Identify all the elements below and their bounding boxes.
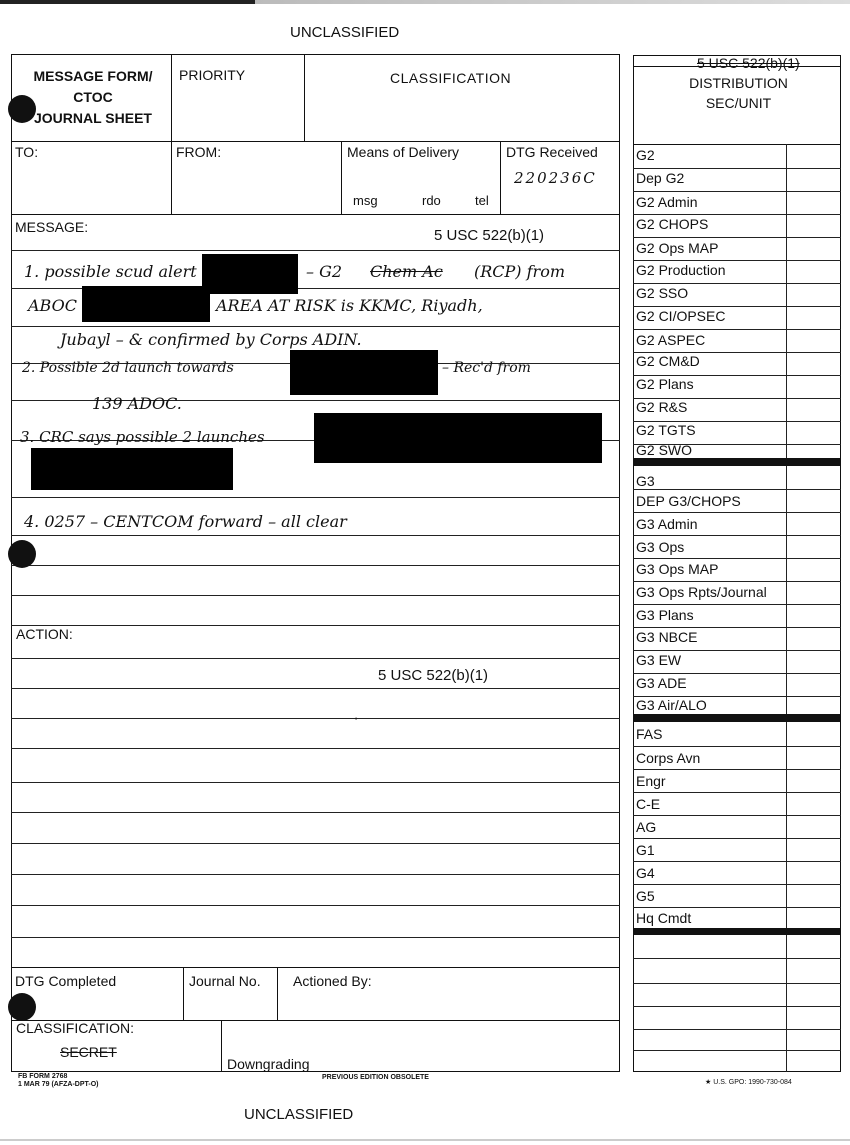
means-of-delivery-label: Means of Delivery <box>347 144 460 160</box>
bottom-classification-marking: UNCLASSIFIED <box>244 1106 354 1123</box>
dist-item-g1: G1 <box>636 842 655 858</box>
message-exemption-note: 5 USC 522(b)(1) <box>434 227 545 244</box>
distribution-row-line <box>633 1006 841 1007</box>
message-line-5a: 139 ADOC. <box>92 394 182 413</box>
top-classification-marking: UNCLASSIFIED <box>290 24 400 41</box>
form-title: MESSAGE FORM/ CTOC JOURNAL SHEET <box>33 68 153 126</box>
downgrading-label: Downgrading <box>227 1056 310 1072</box>
dtg-received-label: DTG Received <box>506 144 598 160</box>
dist-item-g2-ops-map: G2 Ops MAP <box>636 240 719 256</box>
dist-item-g5: G5 <box>636 888 655 904</box>
distribution-row-line <box>633 746 841 747</box>
punch-hole <box>8 95 36 123</box>
actioned-by-label: Actioned By: <box>293 973 372 989</box>
message-line-1a: 1. possible scud alert <box>24 262 197 281</box>
distribution-row-line <box>633 983 841 984</box>
message-line-3a: Jubayl – & confirmed by Corps ADIN. <box>60 330 362 349</box>
dist-item-g2-production: G2 Production <box>636 262 726 278</box>
form-id-line1: FB FORM 2768 <box>18 1073 68 1080</box>
section-divider <box>633 458 841 466</box>
message-line-1b: – G2 <box>306 262 343 281</box>
dist-item-g3: G3 <box>636 473 655 489</box>
distribution-row-line <box>633 512 841 513</box>
dist-item-g3-ops: G3 Ops <box>636 539 685 555</box>
distribution-row-line <box>633 650 841 651</box>
distribution-row-line <box>633 884 841 885</box>
dist-item-g2-swo: G2 SWO <box>636 442 693 458</box>
distribution-row-line <box>633 283 841 284</box>
gpo-note: ★ U.S. GPO: 1990-730-084 <box>705 1079 792 1086</box>
distribution-row-line <box>633 907 841 908</box>
distribution-row-line <box>633 260 841 261</box>
dist-item-g2: G2 <box>636 147 655 163</box>
classification-footer-value: SECRET <box>60 1044 117 1060</box>
redaction-box <box>314 413 602 463</box>
distribution-row-line <box>633 792 841 793</box>
dist-item-engr: Engr <box>636 773 666 789</box>
redaction-box <box>202 254 298 294</box>
distribution-row-line <box>633 168 841 169</box>
message-line-4a: 2. Possible 2d launch towards <box>22 360 234 376</box>
dist-item-g3-ew: G3 EW <box>636 652 682 668</box>
action-exemption-note: 5 USC 522(b)(1) <box>378 667 489 684</box>
distribution-row-line <box>633 191 841 192</box>
distribution-row-line <box>633 815 841 816</box>
message-line-7a: 4. 0257 – CENTCOM forward – all clear <box>24 512 347 531</box>
edition-note: PREVIOUS EDITION OBSOLETE <box>322 1074 429 1081</box>
dist-item-g2-aspec: G2 ASPEC <box>636 332 706 348</box>
journal-no-label: Journal No. <box>189 973 261 989</box>
distribution-row-line <box>633 581 841 582</box>
dist-item-g2-ci-opsec: G2 CI/OPSEC <box>636 308 726 324</box>
distribution-row-line <box>633 1050 841 1051</box>
section-divider <box>633 714 841 722</box>
distribution-row-line <box>633 627 841 628</box>
distribution-row-line <box>633 769 841 770</box>
punch-hole <box>8 993 36 1021</box>
distribution-row-line <box>633 214 841 215</box>
dist-item-g2-chops: G2 CHOPS <box>636 216 709 232</box>
dist-item-fas: FAS <box>636 726 663 742</box>
means-msg: msg <box>353 193 378 208</box>
distribution-row-line <box>633 558 841 559</box>
distribution-row-line <box>633 958 841 959</box>
dist-item-ag: AG <box>636 819 657 835</box>
distribution-header: DISTRIBUTION SEC/UNIT <box>689 75 788 111</box>
dist-item-g3-air-alo: G3 Air/ALO <box>636 697 707 713</box>
priority-label: PRIORITY <box>179 67 246 83</box>
classification-footer-label: CLASSIFICATION: <box>16 1020 134 1036</box>
redaction-box <box>31 448 233 490</box>
punch-hole <box>8 540 36 568</box>
message-label: MESSAGE: <box>15 219 89 235</box>
distribution-row-line <box>633 306 841 307</box>
distribution-row-line <box>633 535 841 536</box>
message-line-6a: 3. CRC says possible 2 launches <box>20 428 265 446</box>
redaction-box <box>82 286 210 322</box>
scan-edge-mark <box>0 0 850 4</box>
dist-item-g3-ops-rpts-journal: G3 Ops Rpts/Journal <box>636 584 767 600</box>
scan-edge-mark <box>0 1139 850 1141</box>
dist-item-g2-admin: G2 Admin <box>636 194 698 210</box>
message-line-1d: (RCP) from <box>474 262 565 281</box>
dtg-completed-label: DTG Completed <box>15 973 117 989</box>
redaction-box <box>290 350 438 395</box>
distribution-row-line <box>633 604 841 605</box>
dtg-received-value: 220236C <box>514 169 597 187</box>
form-id-line2: 1 MAR 79 (AFZA-DPT-O) <box>18 1081 99 1088</box>
dist-item-g2-tgts: G2 TGTS <box>636 422 696 438</box>
distribution-row-line <box>633 861 841 862</box>
distribution-row-line <box>633 237 841 238</box>
dist-item-dep-g3-chops: DEP G3/CHOPS <box>636 493 741 509</box>
action-label: ACTION: <box>16 626 73 642</box>
means-tel: tel <box>475 193 489 208</box>
message-line-1c: Chem Ac <box>370 262 443 281</box>
to-label: TO: <box>15 144 39 160</box>
section-divider <box>633 928 841 935</box>
message-form <box>11 54 620 1072</box>
message-line-2a: ABOC <box>28 296 77 315</box>
means-rdo: rdo <box>422 193 441 208</box>
distribution-row-line <box>633 838 841 839</box>
stray-mark: ' <box>355 716 358 728</box>
dist-item-g3-ops-map: G3 Ops MAP <box>636 561 719 577</box>
from-label: FROM: <box>176 144 222 160</box>
dist-item-g2-rs: G2 R&S <box>636 399 688 415</box>
dist-item-ce: C-E <box>636 796 661 812</box>
dist-item-g3-ade: G3 ADE <box>636 675 687 691</box>
distribution-row-line <box>633 489 841 490</box>
message-line-4b: – Rec'd from <box>442 360 531 376</box>
distribution-exemption-note: 5 USC 522(b)(1) <box>697 55 800 71</box>
dist-item-corps-avn: Corps Avn <box>636 750 701 766</box>
dist-item-g2-sso: G2 SSO <box>636 285 689 301</box>
distribution-row-line <box>633 329 841 330</box>
distribution-row-line <box>633 673 841 674</box>
dist-item-dep-g2: Dep G2 <box>636 170 685 186</box>
dist-item-g4: G4 <box>636 865 655 881</box>
message-line-2b: AREA AT RISK is KKMC, Riyadh, <box>216 296 483 315</box>
dist-item-g3-admin: G3 Admin <box>636 516 698 532</box>
distribution-row-line <box>633 1029 841 1030</box>
dist-item-g2-cmd: G2 CM&D <box>636 353 700 369</box>
dist-item-g2-plans: G2 Plans <box>636 376 694 392</box>
dist-item-g3-plans: G3 Plans <box>636 607 694 623</box>
dist-item-g3-nbce: G3 NBCE <box>636 629 698 645</box>
classification-header-label: CLASSIFICATION <box>390 70 512 86</box>
dist-item-hq-cmdt: Hq Cmdt <box>636 910 692 926</box>
